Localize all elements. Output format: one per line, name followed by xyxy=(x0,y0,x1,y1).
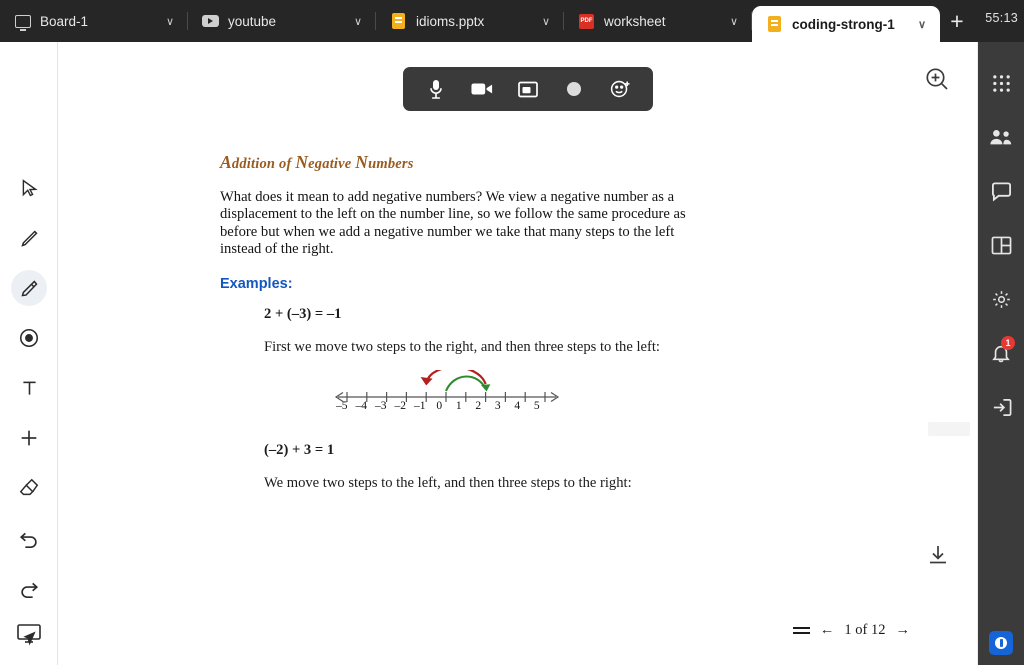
brand-logo-icon xyxy=(989,631,1013,655)
whiteboard-icon xyxy=(14,13,31,30)
document-icon xyxy=(766,16,783,33)
prev-page-button[interactable]: ← xyxy=(819,622,835,638)
title-part: N xyxy=(295,152,309,172)
intro-paragraph: What does it mean to add negative numbers? We view a negative number as a displacement to the left on the number line, so we follow the same procedure as before but when we add a negative number we take that many steps to the left instead of the right. xyxy=(220,189,686,258)
record-dot-icon xyxy=(567,82,581,96)
new-tab-button[interactable]: + xyxy=(950,7,964,34)
session-timer: 55:13 xyxy=(985,11,1018,25)
example-1-equation: 2 + (–3) = –1 xyxy=(264,306,342,323)
tab-label: idioms.pptx xyxy=(416,13,485,29)
shape-circle-tool[interactable] xyxy=(11,320,47,356)
app-logo[interactable] xyxy=(978,631,1024,655)
page-indicator: 1 of 12 xyxy=(844,622,886,638)
title-part: umbers xyxy=(368,156,414,172)
layout-button[interactable] xyxy=(978,218,1024,272)
highlighter-tool[interactable] xyxy=(11,270,47,306)
left-toolbar xyxy=(0,42,58,665)
nl-label: –2 xyxy=(394,400,406,413)
whiteboard-button[interactable] xyxy=(11,619,47,649)
nl-label: 2 xyxy=(475,400,482,413)
powerpoint-icon xyxy=(390,13,407,30)
nl-label: –3 xyxy=(375,400,387,413)
number-line-figure xyxy=(332,370,562,426)
chevron-down-icon[interactable]: ∨ xyxy=(541,15,551,28)
microphone-button[interactable] xyxy=(419,74,453,104)
nl-label: 4 xyxy=(514,400,521,413)
pen-tool[interactable] xyxy=(11,220,47,256)
next-page-button[interactable]: → xyxy=(895,622,910,638)
apps-grid-button[interactable] xyxy=(978,56,1024,110)
tab-label: coding-strong-1 xyxy=(792,16,895,32)
reactions-button[interactable] xyxy=(603,74,637,104)
title-part: N xyxy=(355,152,369,172)
chat-button[interactable] xyxy=(978,164,1024,218)
tab-coding-strong-1[interactable] xyxy=(752,6,940,42)
document-canvas[interactable] xyxy=(58,42,978,665)
examples-heading: Examples: xyxy=(220,276,293,293)
tab-label: youtube xyxy=(228,13,277,29)
tab-label: Board-1 xyxy=(40,13,89,29)
pdf-icon: PDF xyxy=(578,13,595,30)
screen-share-button[interactable] xyxy=(511,74,545,104)
title-part: A xyxy=(220,152,232,172)
leave-button[interactable] xyxy=(978,380,1024,434)
settings-button[interactable] xyxy=(978,272,1024,326)
add-tool[interactable] xyxy=(11,420,47,456)
scrollbar-track[interactable] xyxy=(977,42,978,665)
page-navigation xyxy=(793,622,910,639)
select-tool[interactable] xyxy=(11,170,47,206)
media-control-bar xyxy=(403,67,653,111)
camera-button[interactable] xyxy=(465,74,499,104)
record-button[interactable] xyxy=(557,74,591,104)
example-2-description: We move two steps to the left, and then three steps to the right: xyxy=(264,475,632,492)
notification-badge: 1 xyxy=(1001,336,1015,350)
pages-menu-button[interactable] xyxy=(793,627,810,634)
tab-worksheet[interactable] xyxy=(564,0,752,42)
eraser-tool[interactable] xyxy=(11,470,47,506)
tab-youtube[interactable] xyxy=(188,0,376,42)
nl-label: 0 xyxy=(436,400,443,413)
nl-label: –1 xyxy=(414,400,426,413)
redo-tool[interactable] xyxy=(11,570,47,606)
tab-bar xyxy=(0,0,1024,42)
notifications-button[interactable] xyxy=(978,326,1024,380)
title-part: egative xyxy=(308,156,356,172)
tab-idioms-pptx[interactable] xyxy=(376,0,564,42)
nl-label: –5 xyxy=(336,400,348,413)
nl-label: 3 xyxy=(494,400,501,413)
chevron-down-icon[interactable]: ∨ xyxy=(353,15,363,28)
nl-label: –4 xyxy=(355,400,367,413)
chevron-down-icon[interactable]: ∨ xyxy=(917,18,927,31)
undo-tool[interactable] xyxy=(11,520,47,556)
chevron-down-icon[interactable]: ∨ xyxy=(729,15,739,28)
title-part: ddition of xyxy=(231,156,296,172)
chevron-down-icon[interactable]: ∨ xyxy=(165,15,175,28)
tab-label: worksheet xyxy=(604,13,666,29)
participants-button[interactable] xyxy=(978,110,1024,164)
text-tool[interactable] xyxy=(11,370,47,406)
canvas-artifact xyxy=(928,422,970,436)
download-button[interactable] xyxy=(926,543,950,567)
zoom-in-button[interactable] xyxy=(924,66,950,92)
youtube-icon xyxy=(202,13,219,30)
example-1-description: First we move two steps to the right, and then three steps to the left: xyxy=(264,339,660,356)
worksheet-content xyxy=(220,152,780,506)
number-line-labels xyxy=(332,400,562,412)
example-2-equation: (–2) + 3 = 1 xyxy=(264,442,335,459)
nl-label: 1 xyxy=(455,400,462,413)
tab-board-1[interactable] xyxy=(0,0,188,42)
nl-label: 5 xyxy=(533,400,540,413)
right-rail xyxy=(978,42,1024,665)
page-title xyxy=(220,152,780,173)
